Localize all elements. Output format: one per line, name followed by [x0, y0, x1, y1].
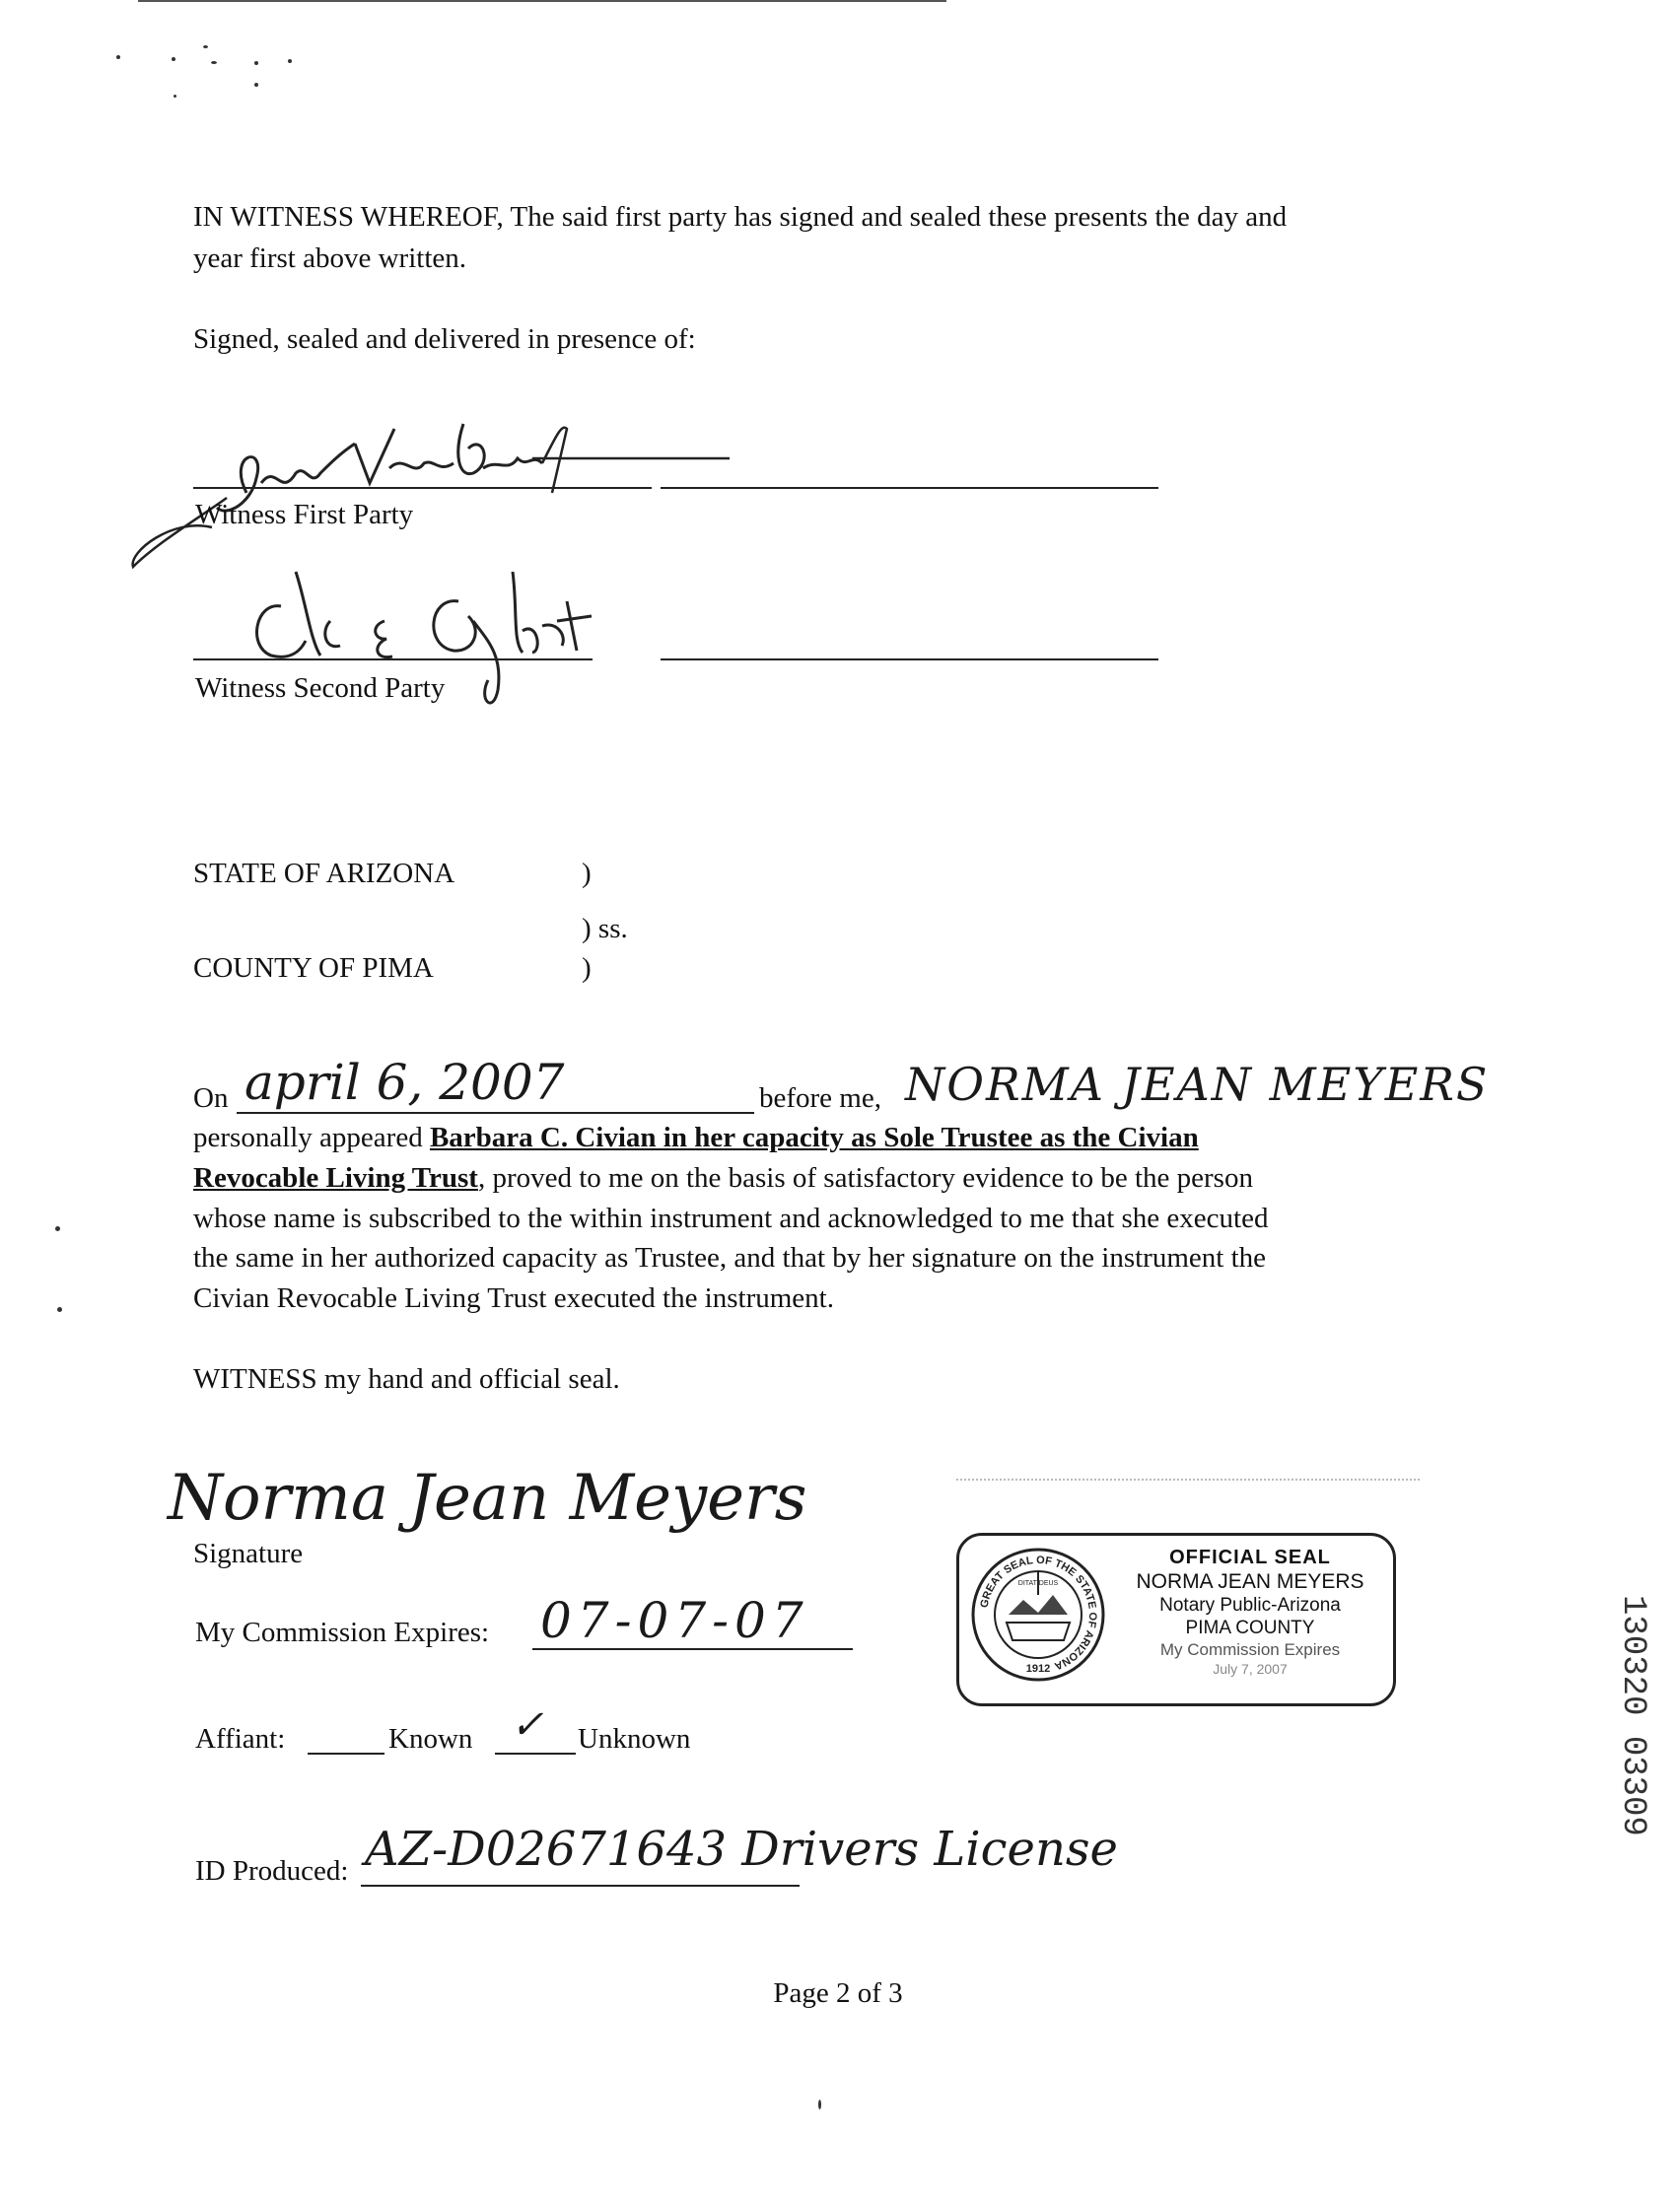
seal-notary-name: NORMA JEAN MEYERS: [1136, 1570, 1364, 1593]
bates-number: [1607, 1587, 1666, 1883]
witness-second-party-line-2: [661, 658, 1158, 660]
unknown-checkmark: ✓: [511, 1702, 544, 1748]
ack-line-3: whose name is subscribed to the within instrument and acknowledged to me that she executed: [193, 1203, 1269, 1234]
witness-whereof-line-2: year first above written.: [193, 242, 467, 274]
great-seal-emblem: [969, 1546, 1107, 1684]
id-produced-value: AZ-D02671643 Drivers License: [365, 1822, 1118, 1877]
witness-second-party-line: [193, 658, 593, 660]
venue-ss: ) ss.: [582, 913, 628, 944]
known-blank: [308, 1753, 384, 1755]
seal-county: PIMA COUNTY: [1185, 1618, 1315, 1638]
witness-first-party-line: [193, 487, 652, 489]
commission-date-line: [532, 1648, 853, 1650]
venue-county: COUNTY OF PIMA: [193, 952, 434, 984]
venue-paren-1: ): [582, 858, 592, 889]
seal-notary-public: Notary Public-Arizona: [1159, 1595, 1341, 1616]
on-label: On: [193, 1082, 229, 1114]
acknowledgment-date-handwritten: april 6, 2007: [244, 1054, 565, 1111]
ack-line-1: [193, 1118, 1199, 1158]
seal-scan-dots: [956, 1479, 1420, 1481]
id-produced-label: ID Produced:: [195, 1855, 349, 1887]
emblem-ring-text: GREAT SEAL OF THE STATE OF ARIZONA: [978, 1554, 1099, 1673]
commission-expires-date: 07-07-07: [540, 1592, 809, 1649]
date-line: [237, 1112, 754, 1114]
id-produced-line: [361, 1885, 800, 1887]
trustee-name: Barbara C. Civian in her capacity as Sole Trustee as the Civian: [429, 1122, 1199, 1153]
unknown-blank: [495, 1753, 576, 1755]
seal-text-block: [1122, 1546, 1378, 1678]
emblem-year: 1912: [1025, 1663, 1051, 1675]
top-scan-line: [138, 0, 946, 2]
venue-state: STATE OF ARIZONA: [193, 858, 455, 889]
witness-whereof-line-1: IN WITNESS WHEREOF, The said first party has signed and sealed these presents the day and: [193, 201, 1288, 233]
witness-first-party-label: Witness First Party: [195, 499, 414, 530]
witness-hand-seal: WITNESS my hand and official seal.: [193, 1363, 620, 1395]
witness-first-party-line-2: [661, 487, 1158, 489]
unknown-label: Unknown: [578, 1723, 691, 1755]
seal-commission-expires: My Commission Expires: [1159, 1640, 1341, 1659]
commission-expires-label: My Commission Expires:: [195, 1617, 490, 1648]
witness-second-party-label: Witness Second Party: [195, 672, 446, 704]
notary-official-seal: [956, 1533, 1396, 1706]
ack-line-4: the same in her authorized capacity as Trustee, and that by her signature on the instrument the: [193, 1242, 1266, 1274]
trust-name: Revocable Living Trust: [193, 1162, 478, 1194]
signature-label: Signature: [193, 1538, 304, 1569]
affiant-label: Affiant:: [195, 1723, 286, 1755]
signed-sealed-delivered: Signed, sealed and delivered in presence of:: [193, 323, 696, 355]
notary-signature: Norma Jean Meyers: [168, 1462, 807, 1535]
ack-line-5: Civian Revocable Living Trust executed the instrument.: [193, 1282, 834, 1314]
seal-expiration-date: July 7, 2007: [1213, 1661, 1288, 1677]
bates-number-text: 130320 03309: [1614, 1595, 1651, 1836]
emblem-motto: DITAT DEUS: [1017, 1580, 1059, 1587]
ack-line-2-rest: , proved to me on the basis of satisfactory evidence to be the person: [477, 1162, 1253, 1194]
seal-title: OFFICIAL SEAL: [1169, 1547, 1331, 1568]
page-number: Page 2 of 3: [773, 1977, 903, 2009]
venue-paren-2: ): [582, 952, 592, 984]
notary-name-handwritten: NORMA JEAN MEYERS: [905, 1058, 1490, 1111]
ack-line-2: [193, 1158, 1253, 1199]
known-label: Known: [388, 1723, 473, 1755]
before-me-label: before me,: [759, 1082, 881, 1114]
personally-appeared: personally appeared: [193, 1122, 423, 1153]
